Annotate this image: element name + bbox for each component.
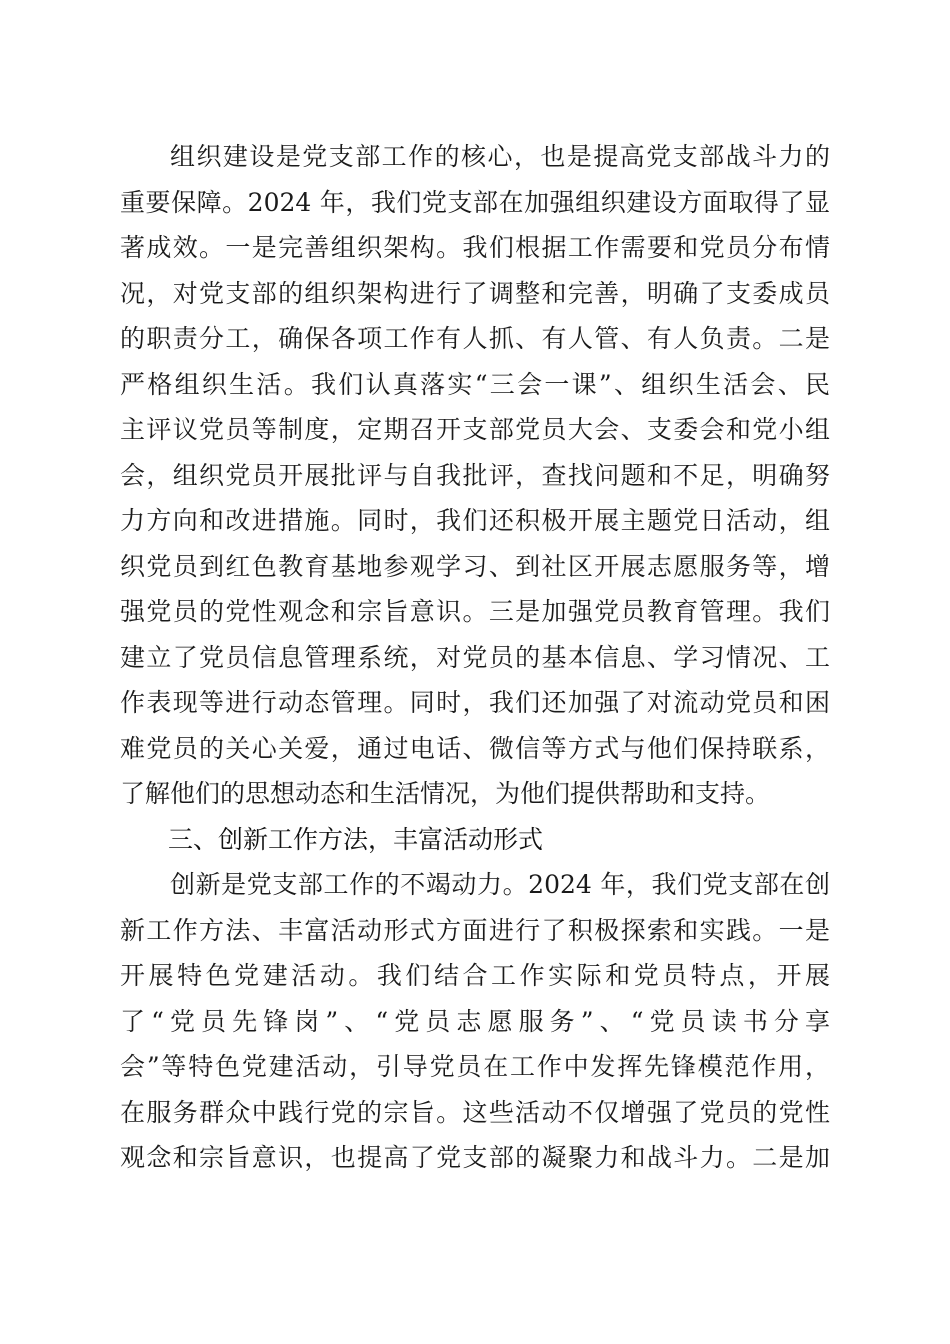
paragraph-organization-building	[120, 134, 830, 817]
text-line: 开展特色党建活动。我们结合工作实际和党员特点，开展	[120, 961, 830, 990]
text-line: 会”等特色党建活动，引导党员在工作中发挥先锋模范作用，	[120, 1052, 830, 1081]
text-line: 重要保障。2024 年，我们党支部在加强组织建设方面取得了显	[120, 187, 830, 217]
text-line: 作表现等进行动态管理。同时，我们还加强了对流动党员和困	[120, 688, 830, 717]
text-line: 了“党员先锋岗”、“党员志愿服务”、“党员读书分享	[120, 1006, 830, 1036]
text-line: 观念和宗旨意识，也提高了党支部的凝聚力和战斗力。二是加	[120, 1143, 830, 1172]
text-line: 织党员到红色教育基地参观学习、到社区开展志愿服务等，增	[120, 551, 830, 581]
text-line: 难党员的关心关爱，通过电话、微信等方式与他们保持联系，	[120, 733, 830, 763]
text-line: 建立了党员信息管理系统，对党员的基本信息、学习情况、工	[120, 642, 830, 672]
text-line: 的职责分工，确保各项工作有人抓、有人管、有人负责。二是	[120, 324, 830, 353]
paragraph-innovation	[120, 862, 830, 1181]
document-body	[120, 134, 830, 1181]
text-line: 况，对党支部的组织架构进行了调整和完善，明确了支委成员	[120, 278, 830, 308]
text-line: 力方向和改进措施。同时，我们还积极开展主题党日活动，组	[120, 506, 830, 535]
text-line: 在服务群众中践行党的宗旨。这些活动不仅增强了党员的党性	[120, 1097, 830, 1127]
text-line: 了解他们的思想动态和生活情况，为他们提供帮助和支持。	[120, 779, 771, 808]
text-line: 组织建设是党支部工作的核心，也是提高党支部战斗力的	[170, 142, 830, 171]
text-line: 强党员的党性观念和宗旨意识。三是加强党员教育管理。我们	[120, 597, 830, 626]
text-line: 著成效。一是完善组织架构。我们根据工作需要和党员分布情	[120, 233, 830, 262]
text-line: 新工作方法、丰富活动形式方面进行了积极探索和实践。一是	[120, 915, 830, 945]
text-line: 创新是党支部工作的不竭动力。2024 年，我们党支部在创	[170, 870, 830, 899]
text-line: 主评议党员等制度，定期召开支部党员大会、支委会和党小组	[120, 415, 830, 444]
text-line: 会，组织党员开展批评与自我批评，查找问题和不足，明确努	[120, 460, 830, 490]
section-heading: 三、创新工作方法，丰富活动形式	[168, 824, 544, 854]
text-line: 严格组织生活。我们认真落实“三会一课”、组织生活会、民	[120, 369, 830, 399]
